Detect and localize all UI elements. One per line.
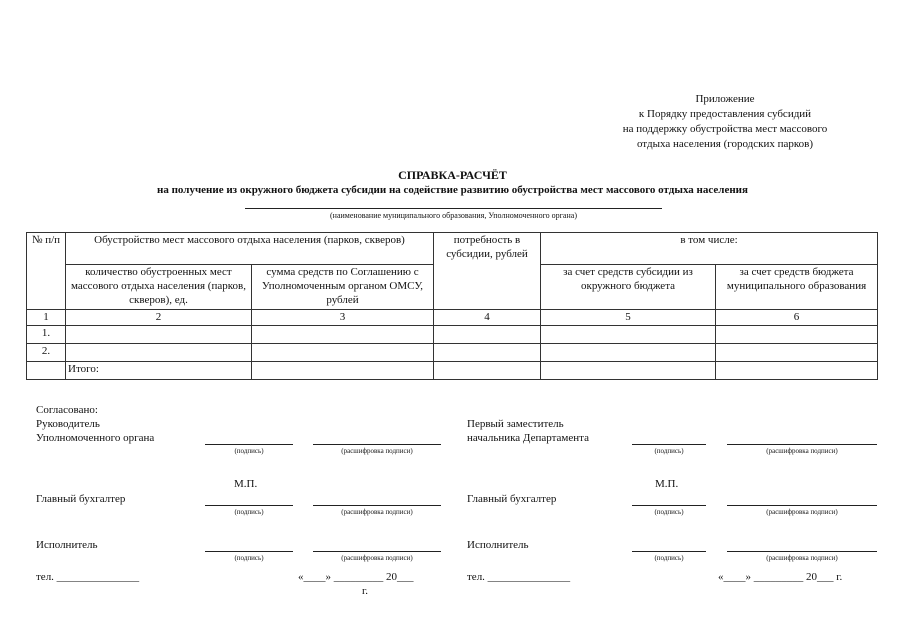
date-field[interactable]: «____» _________ 20___ г. — [718, 571, 843, 583]
table-cell[interactable] — [252, 362, 434, 380]
signature-line[interactable] — [632, 444, 706, 445]
table-cell[interactable] — [252, 326, 434, 344]
row-number: 2. — [27, 344, 66, 362]
table-cell — [27, 362, 66, 380]
table-row — [27, 344, 878, 362]
signature-caption: (подпись) — [234, 508, 264, 516]
head-label: Руководитель — [36, 418, 100, 430]
signature-caption: (подпись) — [234, 554, 264, 562]
header-count: количество обустроенных мест массового отдыха населения (парков, скверов), ед. — [66, 265, 252, 310]
appendix-block — [560, 92, 890, 152]
table-cell[interactable] — [66, 344, 252, 362]
table-cell[interactable] — [716, 344, 878, 362]
appendix-line: к Порядку предоставления субсидий — [638, 108, 812, 120]
header-municipal-budget: за счет средств бюджета муниципального образования — [716, 265, 878, 310]
signature-caption: (подпись) — [654, 508, 684, 516]
table-cell[interactable] — [434, 326, 541, 344]
header-district-budget: за счет средств субсидии из окружного бюджета — [541, 265, 716, 310]
row-number: 1. — [27, 326, 66, 344]
municipality-name-line — [245, 208, 662, 209]
first-deputy-label: Первый заместитель — [467, 418, 564, 430]
header-improvement: Обустройство мест массового отдыха населения (парков, скверов) — [66, 233, 434, 265]
column-number-row — [27, 310, 878, 326]
signature-caption: (подпись) — [654, 554, 684, 562]
chief-accountant-label: Главный бухгалтер — [36, 493, 126, 505]
date-field[interactable]: «____» _________ 20___ — [298, 571, 414, 583]
header-number: № п/п — [27, 233, 66, 310]
decryption-caption: (расшифровка подписи) — [341, 447, 413, 455]
signature-line[interactable] — [632, 505, 706, 506]
column-number: 3 — [252, 310, 434, 326]
table-cell[interactable] — [66, 326, 252, 344]
signature-line[interactable] — [205, 551, 293, 552]
document-title: СПРАВКА-РАСЧЁТ — [398, 168, 507, 182]
table-cell[interactable] — [716, 362, 878, 380]
decryption-line[interactable] — [313, 505, 441, 506]
total-row — [27, 362, 878, 380]
header-including: в том числе: — [541, 233, 878, 265]
total-label: Итого: — [66, 362, 252, 380]
signature-caption: (подпись) — [654, 447, 684, 455]
column-number: 4 — [434, 310, 541, 326]
table-cell[interactable] — [541, 344, 716, 362]
decryption-line[interactable] — [727, 505, 877, 506]
appendix-line: отдыха населения (городских парков) — [636, 138, 814, 150]
signature-line[interactable] — [205, 505, 293, 506]
table-cell[interactable] — [252, 344, 434, 362]
appendix-line: Приложение — [695, 93, 755, 105]
signature-line[interactable] — [205, 444, 293, 445]
appendix-line: на поддержку обустройства мест массового — [622, 123, 828, 135]
header-sum: сумма средств по Соглашению с Уполномоченным органом ОМСУ, рублей — [252, 265, 434, 310]
decryption-caption: (расшифровка подписи) — [766, 508, 838, 516]
document-subtitle: на получение из окружного бюджета субсидии на содействие развитию обустройства мест массового отдыха населения — [157, 184, 748, 196]
chief-accountant-label: Главный бухгалтер — [467, 493, 557, 505]
calculation-table — [26, 232, 878, 380]
municipality-name-caption: (наименование муниципального образования, Уполномоченного органа) — [330, 211, 577, 220]
executor-label: Исполнитель — [467, 539, 529, 551]
column-number: 2 — [66, 310, 252, 326]
year-suffix: г. — [362, 585, 369, 597]
decryption-line[interactable] — [313, 444, 441, 445]
decryption-line[interactable] — [727, 444, 877, 445]
table-cell[interactable] — [434, 362, 541, 380]
header-need: потребность в субсидии, рублей — [434, 233, 541, 310]
decryption-line[interactable] — [313, 551, 441, 552]
stamp-label: М.П. — [655, 478, 679, 490]
column-number: 1 — [27, 310, 66, 326]
signature-line[interactable] — [632, 551, 706, 552]
phone-field[interactable]: тел. _______________ — [467, 571, 571, 583]
column-number: 5 — [541, 310, 716, 326]
executor-label: Исполнитель — [36, 539, 98, 551]
decryption-line[interactable] — [727, 551, 877, 552]
agreed-label: Согласовано: — [36, 404, 98, 416]
column-number: 6 — [716, 310, 878, 326]
table-cell[interactable] — [434, 344, 541, 362]
decryption-caption: (расшифровка подписи) — [766, 447, 838, 455]
decryption-caption: (расшифровка подписи) — [341, 508, 413, 516]
phone-field[interactable]: тел. _______________ — [36, 571, 140, 583]
stamp-label: М.П. — [234, 478, 258, 490]
table-row — [27, 326, 878, 344]
dept-head-label: начальника Департамента — [467, 432, 589, 444]
decryption-caption: (расшифровка подписи) — [341, 554, 413, 562]
table-cell[interactable] — [716, 326, 878, 344]
decryption-caption: (расшифровка подписи) — [766, 554, 838, 562]
authorized-body-label: Уполномоченного органа — [36, 432, 155, 444]
table-cell[interactable] — [541, 326, 716, 344]
signature-caption: (подпись) — [234, 447, 264, 455]
table-cell[interactable] — [541, 362, 716, 380]
